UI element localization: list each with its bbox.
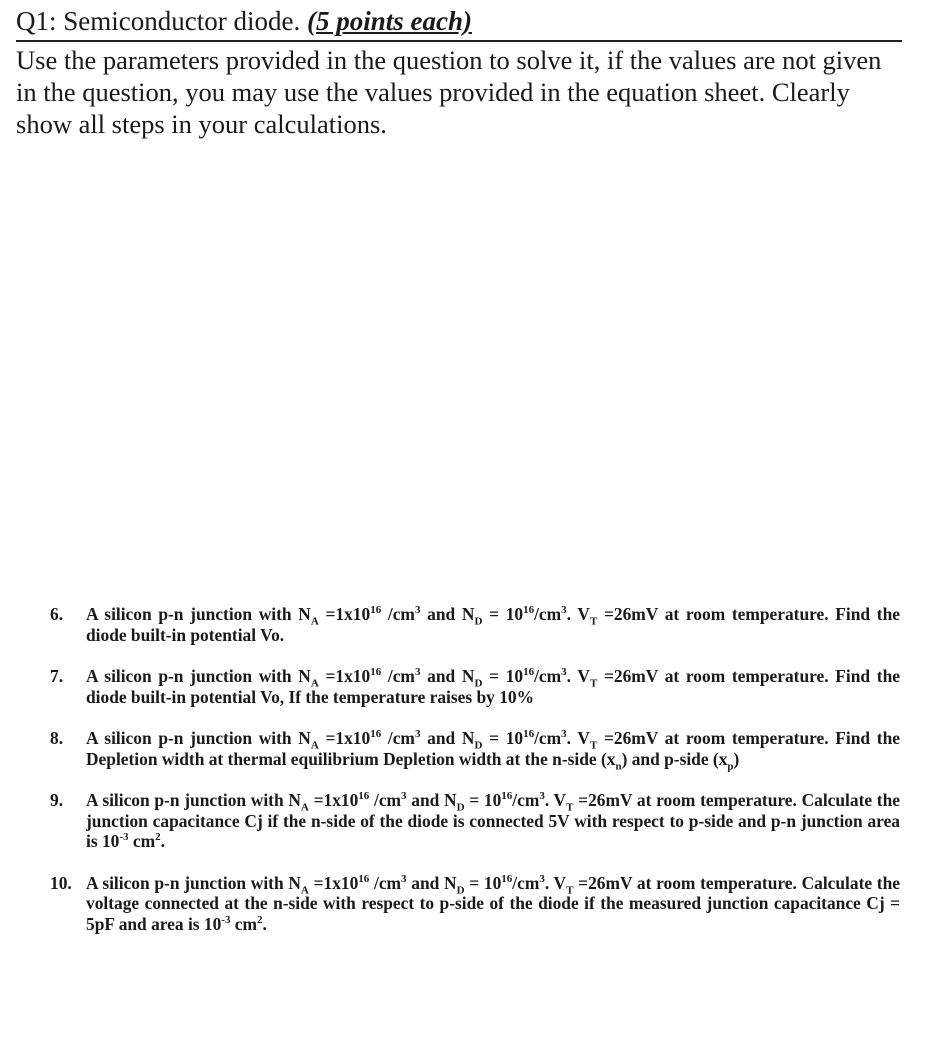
vt-subscript: T xyxy=(589,677,598,690)
na-exponent: 16 xyxy=(358,872,370,885)
nd-value: = 10 xyxy=(464,872,502,893)
vt-rest: =26mV at room temperature. xyxy=(573,790,797,810)
na-subscript: A xyxy=(300,801,309,814)
na-subscript: A xyxy=(310,739,319,752)
area-exponent: -3 xyxy=(221,913,231,926)
question-text xyxy=(86,873,900,935)
question-title xyxy=(16,4,906,38)
question-text xyxy=(86,666,900,707)
question-title-text: Q1: Semiconductor diode. xyxy=(16,6,301,36)
instructions: Use the parameters provided in the question to solve it, if the values are not given in the question, you may use the values provided in the equation sheet. Clearly show all steps in your calculations. xyxy=(16,45,882,139)
nd-exponent: 16 xyxy=(523,728,535,741)
title-divider xyxy=(16,40,902,42)
na-unit: /cm xyxy=(369,790,402,810)
question-list xyxy=(50,604,900,934)
nd-subscript: D xyxy=(456,883,465,896)
area-unit-exponent: 2 xyxy=(257,913,263,926)
xp-subscript: p xyxy=(727,759,734,772)
na-subscript: A xyxy=(310,615,319,628)
cube-exponent: 3 xyxy=(414,604,421,617)
question-prompt: Find the diode built-in potential Vo, If the temperature raises by 10% xyxy=(86,666,900,707)
cube-exponent: 3 xyxy=(414,728,421,741)
lead: A silicon p-n junction with N xyxy=(86,728,311,748)
na-value: =1x10 xyxy=(308,872,359,893)
question-text xyxy=(86,790,900,852)
na-value: =1x10 xyxy=(318,604,371,624)
nd-subscript: D xyxy=(474,615,483,628)
and-nd: and N xyxy=(406,872,457,893)
vt-rest: =26mV at room temperature. xyxy=(597,666,829,686)
na-value: =1x10 xyxy=(318,666,371,686)
and-nd: and N xyxy=(420,666,475,686)
nd-unit: /cm xyxy=(534,666,562,686)
na-exponent: 16 xyxy=(370,666,382,679)
question-prompt-end: . xyxy=(262,913,267,934)
vt-rest: =26mV at room temperature. xyxy=(597,728,829,748)
lead: A silicon p-n junction with N xyxy=(86,872,301,893)
question-number: 6. xyxy=(50,604,64,624)
question-header xyxy=(16,4,906,140)
na-value: =1x10 xyxy=(318,728,371,748)
area-exponent: -3 xyxy=(119,831,129,844)
nd-subscript: D xyxy=(474,677,483,690)
vt-lead: . V xyxy=(566,604,590,624)
cube-exponent: 3 xyxy=(539,790,545,803)
nd-unit: /cm xyxy=(534,604,562,624)
and-nd: and N xyxy=(420,728,475,748)
na-subscript: A xyxy=(310,677,319,690)
nd-exponent: 16 xyxy=(523,666,535,679)
nd-exponent: 16 xyxy=(501,872,513,885)
area-unit: cm xyxy=(128,831,156,851)
question-9 xyxy=(50,790,900,852)
xn-subscript: n xyxy=(615,759,622,772)
vt-lead: . V xyxy=(566,666,590,686)
and-nd: and N xyxy=(406,790,457,810)
question-prompt: Find the Depletion width at thermal equilibrium Depletion width at the n-side (x xyxy=(86,728,900,769)
area-unit-exponent: 2 xyxy=(155,831,161,844)
question-6 xyxy=(50,604,900,645)
cube-exponent: 3 xyxy=(539,872,545,885)
points-label: (5 points each) xyxy=(306,6,472,36)
na-subscript: A xyxy=(300,883,309,896)
lead: A silicon p-n junction with N xyxy=(86,666,311,686)
nd-unit: /cm xyxy=(534,728,562,748)
question-number: 9. xyxy=(50,790,64,810)
vt-lead: . V xyxy=(544,790,567,810)
and-nd: and N xyxy=(420,604,475,624)
question-number: 7. xyxy=(50,666,64,686)
na-value: =1x10 xyxy=(308,790,359,810)
question-number: 10. xyxy=(50,872,72,893)
question-text xyxy=(86,728,900,772)
vt-subscript: T xyxy=(589,739,598,752)
area-unit: cm xyxy=(230,913,258,934)
question-text xyxy=(86,604,900,645)
question-8 xyxy=(50,728,900,772)
cube-exponent: 3 xyxy=(561,728,567,741)
vt-subscript: T xyxy=(589,615,598,628)
nd-unit: /cm xyxy=(512,790,540,810)
nd-value: = 10 xyxy=(482,604,524,624)
nd-exponent: 16 xyxy=(523,604,535,617)
question-prompt: Calculate the junction capacitance Cj if the n-side of the diode is connected 5V with respect to p-side and p-n junction area is 10 xyxy=(86,790,900,851)
cube-exponent: 3 xyxy=(401,790,407,803)
na-exponent: 16 xyxy=(370,728,382,741)
nd-subscript: D xyxy=(456,801,465,814)
question-10 xyxy=(50,873,900,935)
cube-exponent: 3 xyxy=(561,666,567,679)
cube-exponent: 3 xyxy=(414,666,421,679)
cube-exponent: 3 xyxy=(401,872,407,885)
lead: A silicon p-n junction with N xyxy=(86,790,301,810)
na-unit: /cm xyxy=(381,604,415,624)
cube-exponent: 3 xyxy=(561,604,567,617)
nd-unit: /cm xyxy=(512,872,540,893)
nd-subscript: D xyxy=(474,739,483,752)
vt-subscript: T xyxy=(566,801,574,814)
vt-rest: =26mV at room temperature. xyxy=(573,872,797,893)
vt-lead: . V xyxy=(566,728,590,748)
nd-value: = 10 xyxy=(482,728,524,748)
question-prompt: Find the diode built-in potential Vo. xyxy=(86,604,900,645)
na-exponent: 16 xyxy=(358,790,370,803)
vt-subscript: T xyxy=(566,883,574,896)
question-prompt: Calculate the voltage connected at the n-side with respect to p-side of the diode if the measured junction capacitance Cj = 5pF and area is 10 xyxy=(86,872,900,934)
question-prompt-end: ) xyxy=(733,748,740,769)
na-unit: /cm xyxy=(381,666,415,686)
na-unit: /cm xyxy=(369,872,402,893)
lead: A silicon p-n junction with N xyxy=(86,604,311,624)
nd-value: = 10 xyxy=(482,666,524,686)
nd-value: = 10 xyxy=(464,790,502,810)
na-unit: /cm xyxy=(381,728,415,748)
vt-rest: =26mV at room temperature. xyxy=(597,604,829,624)
question-prompt-end: . xyxy=(160,831,165,851)
question-number: 8. xyxy=(50,728,64,748)
vt-lead: . V xyxy=(544,872,567,893)
question-prompt-cont: ) and p-side (x xyxy=(621,748,728,769)
question-7 xyxy=(50,666,900,707)
nd-exponent: 16 xyxy=(501,790,513,803)
na-exponent: 16 xyxy=(370,604,382,617)
